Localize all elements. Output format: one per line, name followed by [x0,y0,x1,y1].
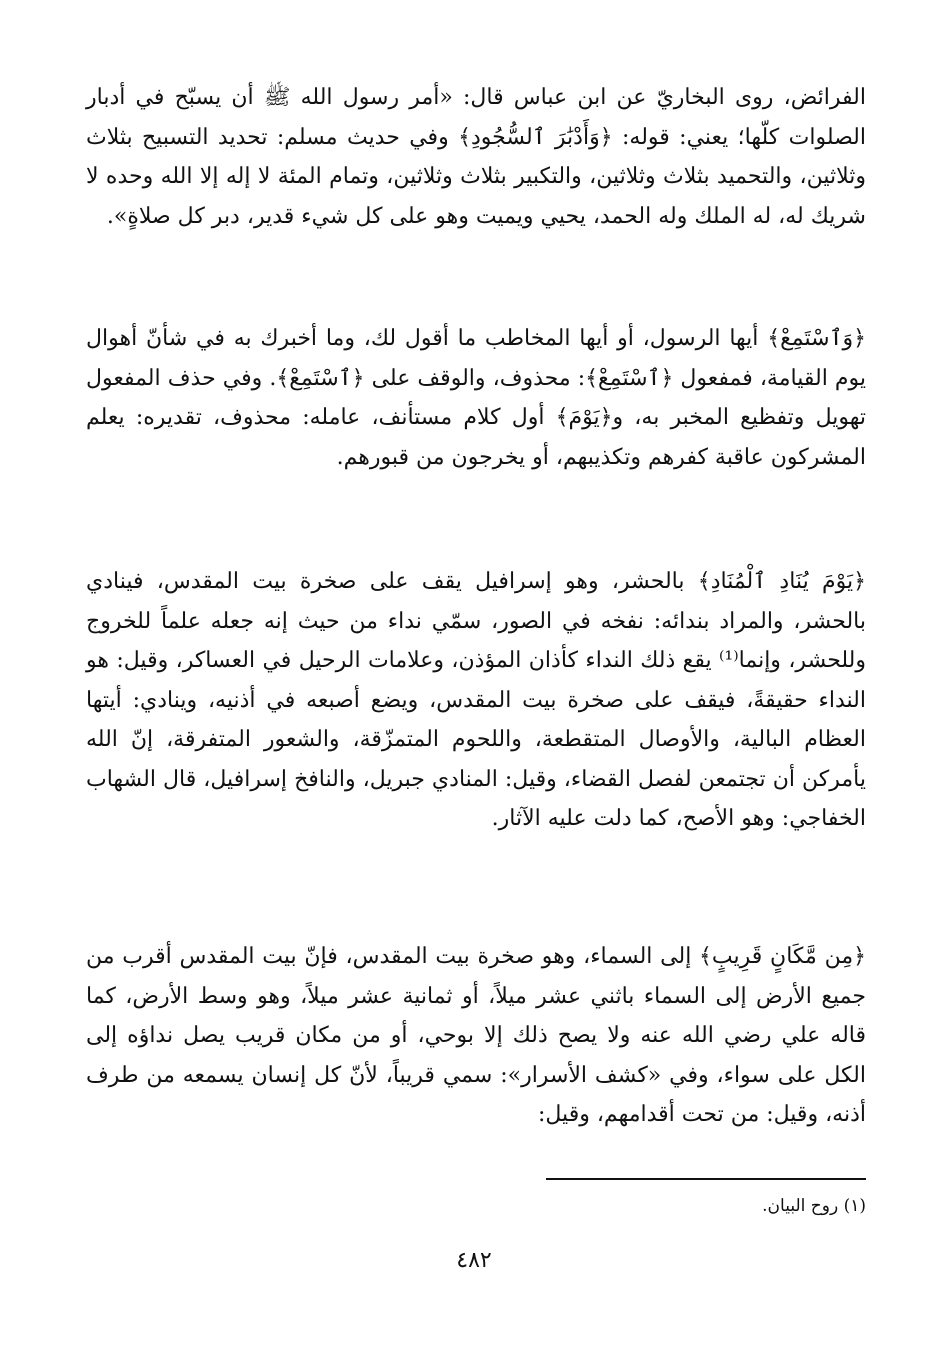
paragraph-text: ﴿مِن مَّكَانٍ قَرِيبٍ﴾ إلى السماء، وهو صخرة بيت المقدس، فإنّ بيت المقدس أقرب من جميع الأرض إلى السماء باثني عشر ميلاً، أو ثمانية عشر ميلاً، وهو وسط الأرض، كما قاله علي رضي الله عنه ولا يصح ذلك إلا بوحي، أو من مكان قريب يصل نداؤه إلى الكل على سواء، وفي «كشف الأسرار»: سمي قريباً، لأنّ كل إنسان يسمعه من طرف أذنه، وقيل: من تحت أقدامهم، وقيل: [86,944,867,1127]
footnote: (١) روح البيان. [762,1196,866,1216]
footnote-divider [546,1178,866,1180]
paragraph-text: الفرائض، روى البخاريّ عن ابن عباس قال: «أمر رسول الله ﷺ أن يسبّح في أدبار الصلوات كلّها؛ يعني: قوله: ﴿وَأَدْبَٰرَ ٱلسُّجُودِ﴾ وفي حديث مسلم: تحديد التسبيح بثلاث وثلاثين، والتحميد بثلاث وثلاثين، والتكبير بثلاث وثلاثين، وتمام المئة لا إله إلا الله وحده لا شريك له، له الملك وله الحمد، يحيي ويميت وهو على كل شيء قدير، دبر كل صلاةٍ». [86,85,866,229]
paragraph-3 [86,562,866,839]
paragraph-text: ﴿وَٱسْتَمِعْ﴾ أيها الرسول، أو أيها المخاطب ما أقول لك، وما أخبرك به في شأنّ أهوال يوم القيامة، فمفعول ﴿ٱسْتَمِعْ﴾: محذوف، والوقف على ﴿ٱسْتَمِعْ﴾. وفي حذف المفعول تهويل وتفظيع المخبر به، و﴿يَوْمَ﴾ أول كلام مستأنف، عامله: محذوف، تقديره: يعلم المشركون عاقبة كفرهم وتكذيبهم، أو يخرجون من قبورهم. [86,326,866,470]
paragraph-1 [86,78,866,236]
paragraph-text: ﴿يَوْمَ يُنَادِ ٱلْمُنَادِ﴾ بالحشر، وهو إسرافيل يقف على صخرة بيت المقدس، فينادي بالحشر، والمراد بندائه: نفخه في الصور، سمّي نداء من حيث إنه جعله علماً للخروج وللحشر، وإنما⁽¹⁾ يقع ذلك النداء كأذان المؤذن، وعلامات الرحيل في العساكر، وقيل: هو النداء حقيقةً، فيقف على صخرة بيت المقدس، ويضع أصبعه في أذنيه، وينادي: أيتها العظام البالية، والأوصال المتقطعة، واللحوم المتمزّقة، والشعور المتفرقة، إنّ الله يأمركن أن تجتمعن لفصل القضاء، وقيل: المنادي جبريل، والنافخ إسرافيل، قال الشهاب الخفاجي: وهو الأصح، كما دلت عليه الآثار. [86,569,867,831]
paragraph-2 [86,319,866,477]
paragraph-4 [86,937,866,1135]
page-number: ٤٨٢ [456,1248,492,1273]
